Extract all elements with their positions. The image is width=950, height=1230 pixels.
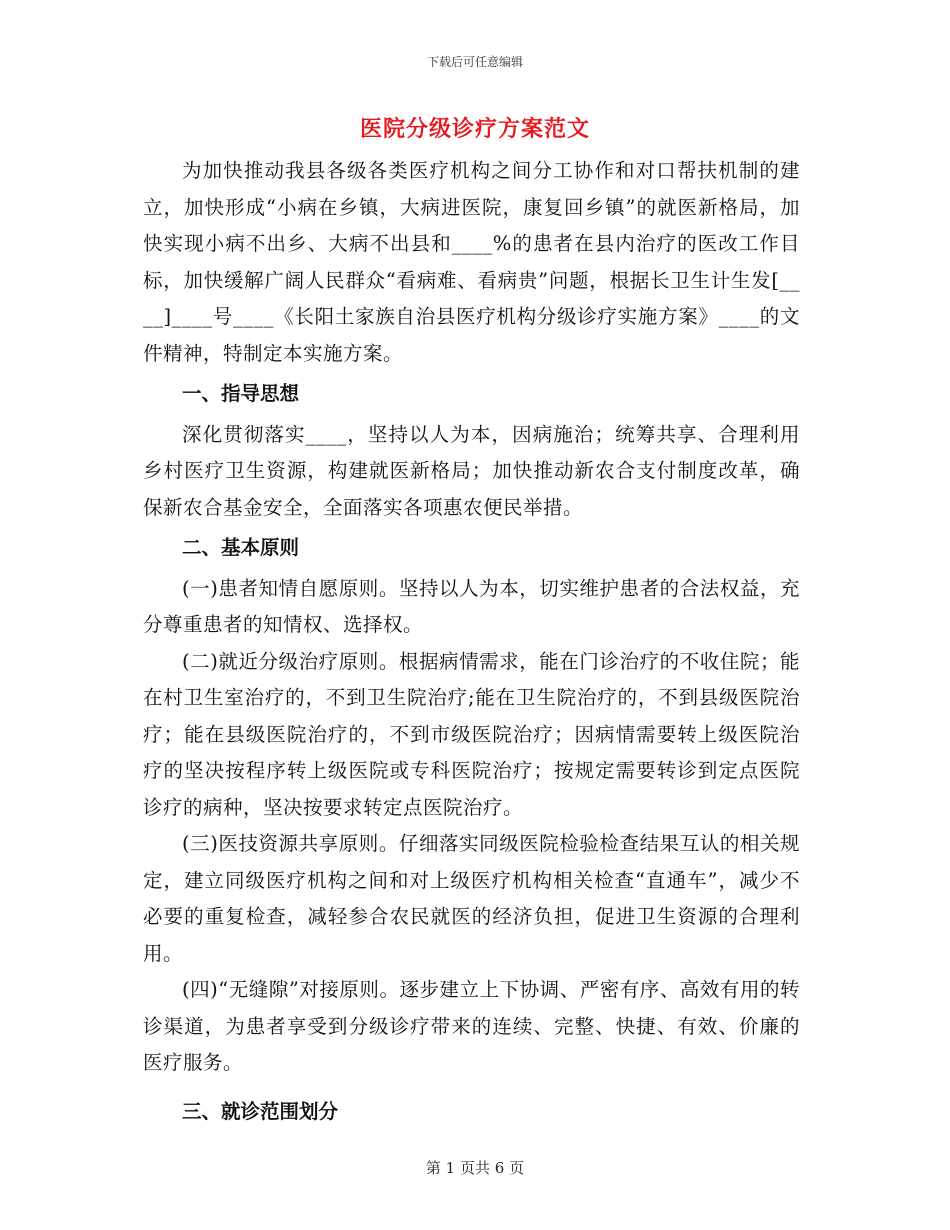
principle-item-4: (四)“无缝隙”对接原则。逐步建立上下协调、严密有序、高效有用的转诊渠道，为患者享受到分级诊疗带来的连续、完整、快捷、有效、价廉的医疗服务。	[143, 978, 800, 1074]
page-footer-page-number: 第 1 页共 6 页	[425, 1159, 525, 1177]
section-heading-treatment-scope: 三、就诊范围划分	[182, 1099, 339, 1123]
section-heading-basic-principles: 二、基本原则	[182, 536, 300, 559]
intro-paragraph: 为加快推动我县各级各类医疗机构之间分工协作和对口帮扶机制的建立，加快形成“小病在乡镇，大病进医院，康复回乡镇”的就医新格局，加快实现小病不出乡、大病不出县和____%的患者在县内治疗的医改工作目标，加快缓解广阔人民群众“看病难、看病贵”问题，根据长卫生计生发[____]____号____《长阳土家族自治县医疗机构分级诊疗实施方案》____的文件精神，特制定本实施方案。	[143, 159, 800, 365]
principle-item-1: (一)患者知情自愿原则。坚持以人为本，切实维护患者的合法权益，充分尊重患者的知情权、选择权。	[143, 576, 800, 636]
principle-item-2: (二)就近分级治疗原则。根据病情需求，能在门诊治疗的不收住院；能在村卫生室治疗的，不到卫生院治疗;能在卫生院治疗的，不到县级医院治疗；能在县级医院治疗的，不到市级医院治疗；因病情需要转上级医院治疗的坚决按程序转上级医院或专科医院治疗；按规定需要转诊到定点医院诊疗的病种，坚决按要求转定点医院治疗。	[143, 649, 800, 819]
guiding-ideology-paragraph: 深化贯彻落实____，坚持以人为本，因病施治；统筹共享、合理利用乡村医疗卫生资源，构建就医新格局；加快推动新农合支付制度改革，确保新农合基金安全，全面落实各项惠农便民举措。	[143, 422, 800, 519]
document-body	[143, 153, 800, 1134]
principle-item-3: (三)医技资源共享原则。仔细落实同级医院检验检查结果互认的相关规定，建立同级医疗机构之间和对上级医疗机构相关检查“直通车”，减少不必要的重复检查，减轻参合农民就医的经济负担，促进卫生资源的合理利用。	[143, 832, 800, 965]
document-title: 医院分级诊疗方案范文	[359, 116, 590, 142]
section-heading-guiding-ideology: 一、指导思想	[182, 382, 300, 405]
page-header-note: 下载后可任意编辑	[426, 55, 523, 69]
